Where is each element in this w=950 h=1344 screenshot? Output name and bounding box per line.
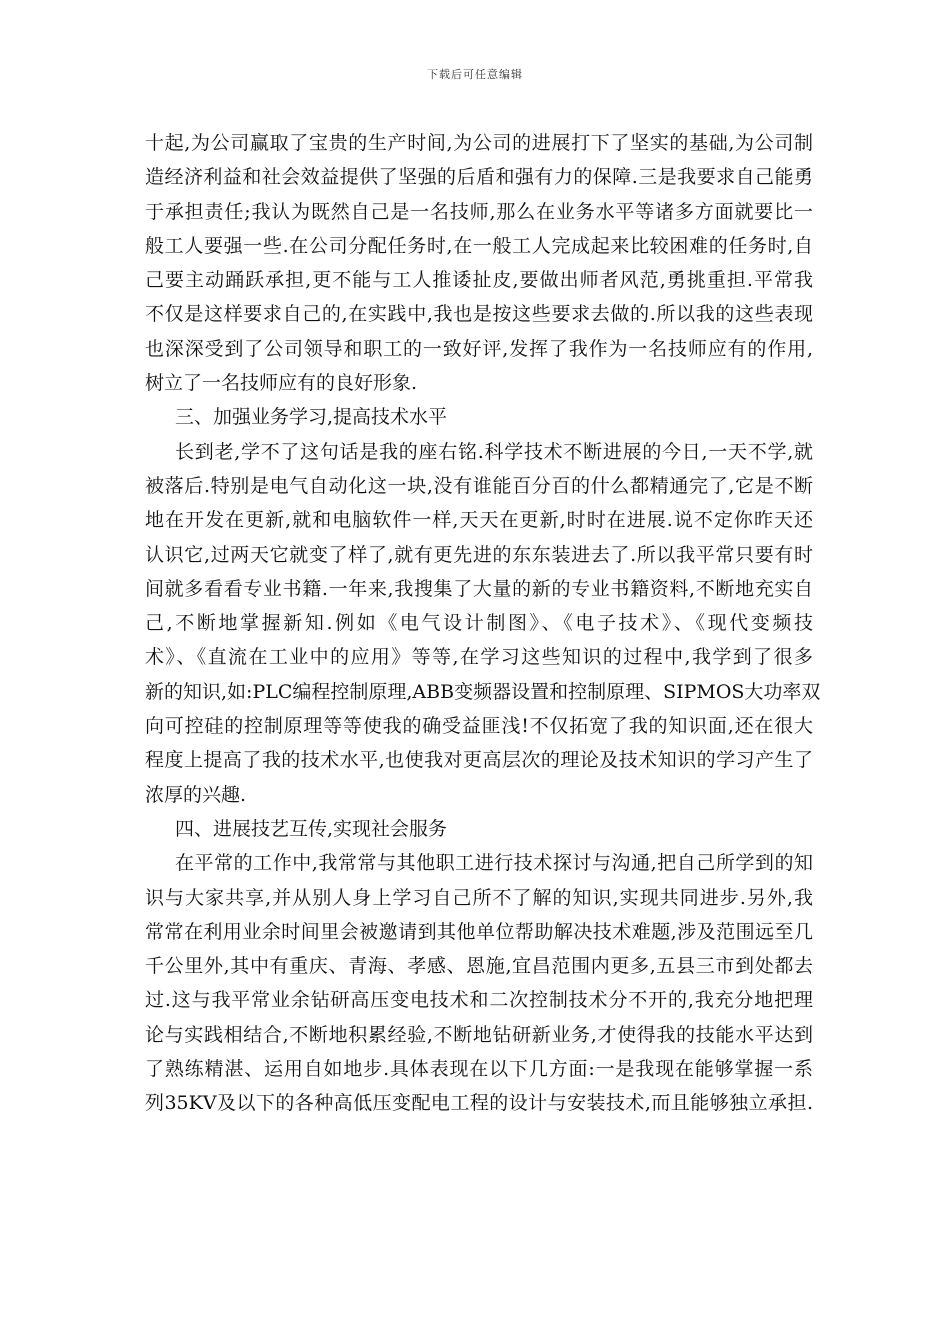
section-heading: 三、加强业务学习,提高技术水平 [175,406,448,429]
text-line: 造经济利益和社会效益提供了坚强的后盾和强有力的保障.三是我要求自己能勇 [145,166,813,189]
text-line: 己,不断地掌握新知.例如《电气设计制图》、《电子技术》、《现代变频技 [145,612,813,635]
section-heading: 四、进展技艺互传,实现社会服务 [175,817,448,840]
text-line: 千公里外,其中有重庆、青海、孝感、恩施,宜昌范围内更多,五县三市到处都去 [145,955,813,978]
text-line: 浓厚的兴趣. [145,783,247,806]
text-line: 树立了一名技师应有的良好形象. [145,372,418,395]
document-body [145,126,821,1121]
text-line: 般工人要强一些.在公司分配任务时,在一般工人完成起来比较困难的任务时,自 [145,234,813,257]
text-line: 列35KV及以下的各种高低压变配电工程的设计与安装技术,而且能够独立承担. [145,1092,813,1115]
text-line: 新的知识,如:PLC编程控制原理,ABB变频器设置和控制原理、SIPMOS大功率双 [145,680,821,703]
text-line: 识与大家共享,并从别人身上学习自己所不了解的知识,实现共同进步.另外,我 [145,886,813,909]
text-line: 术》、《直流在工业中的应用》等等,在学习这些知识的过程中,我学到了很多 [145,646,813,669]
page-header: 下载后可任意编辑 [427,68,523,81]
text-line: 常常在利用业余时间里会被邀请到其他单位帮助解决技术难题,涉及范围远至几 [145,920,813,943]
text-line: 论与实践相结合,不断地积累经验,不断地钻研新业务,才使得我的技能水平达到 [145,1023,813,1046]
text-line: 了熟练精湛、运用自如地步.具体表现在以下几方面:一是我现在能够掌握一系 [145,1058,813,1081]
text-line: 程度上提高了我的技术水平,也使我对更高层次的理论及技术知识的学习产生了 [145,749,813,772]
text-line: 间就多看看专业书籍.一年来,我搜集了大量的新的专业书籍资料,不断地充实自 [145,577,813,600]
text-line: 己要主动踊跃承担,更不能与工人推诿扯皮,要做出师者风范,勇挑重担.平常我 [145,269,813,292]
text-line: 长到老,学不了这句话是我的座右铭.科学技术不断进展的今日,一天不学,就 [175,440,813,463]
text-line: 被落后.特别是电气自动化这一块,没有谁能百分百的什么都精通完了,它是不断 [145,474,813,497]
text-line: 地在开发在更新,就和电脑软件一样,天天在更新,时时在进展.说不定你昨天还 [145,509,813,532]
text-line: 也深深受到了公司领导和职工的一致好评,发挥了我作为一名技师应有的作用, [145,337,813,360]
text-line: 认识它,过两天它就变了样了,就有更先进的东东装进去了.所以我平常只要有时 [145,543,813,566]
text-line: 向可控硅的控制原理等等使我的确受益匪浅!不仅拓宽了我的知识面,还在很大 [145,715,813,738]
text-line: 不仅是这样要求自己的,在实践中,我也是按这些要求去做的.所以我的这些表现 [145,303,813,326]
text-line: 在平常的工作中,我常常与其他职工进行技术探讨与沟通,把自己所学到的知 [175,852,813,875]
text-line: 十起,为公司赢取了宝贵的生产时间,为公司的进展打下了坚实的基础,为公司制 [145,132,813,154]
text-line: 于承担责任;我认为既然自己是一名技师,那么在业务水平等诸多方面就要比一 [145,200,813,223]
text-line: 过.这与我平常业余钻研高压变电技术和二次控制技术分不开的,我充分地把理 [145,989,813,1012]
